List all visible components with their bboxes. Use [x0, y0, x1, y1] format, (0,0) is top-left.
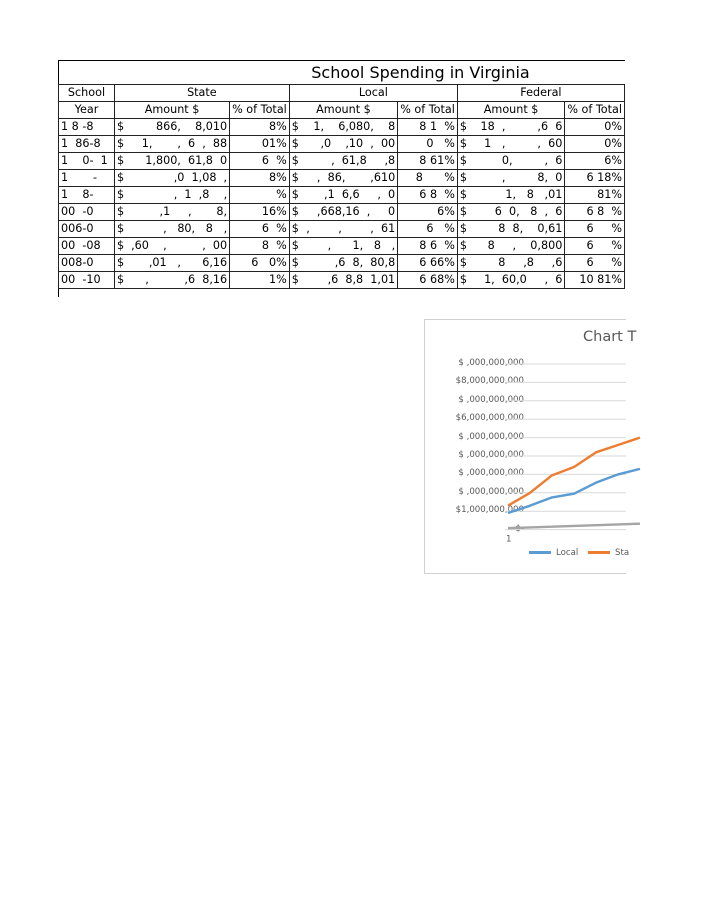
state-currency-cell[interactable]: $: [114, 221, 129, 238]
local-currency-cell[interactable]: $: [289, 272, 304, 289]
local-amount-cell[interactable]: ,0 ,10 , 00: [304, 136, 398, 153]
federal-currency-cell[interactable]: $: [457, 170, 472, 187]
year-cell[interactable]: 1 8-: [59, 187, 115, 204]
spreadsheet-area: [58, 60, 625, 297]
local-amount-cell[interactable]: ,6 8, 80,8: [304, 255, 398, 272]
sheet-title: School Spending in Virginia: [311, 63, 530, 82]
local-pct-cell[interactable]: 6 66%: [398, 255, 458, 272]
local-pct-cell[interactable]: 8 61%: [398, 153, 458, 170]
series-line-local: [508, 469, 640, 513]
federal-pct-cell[interactable]: 6 %: [565, 221, 625, 238]
local-amount-cell[interactable]: ,668,16 , 0: [304, 204, 398, 221]
federal-currency-cell[interactable]: $: [457, 136, 472, 153]
spending-table: [58, 84, 625, 289]
header-local-pct[interactable]: % of Total: [398, 102, 458, 119]
federal-amount-cell[interactable]: 6 0, 8 , 6: [472, 204, 565, 221]
state-pct-cell[interactable]: 16%: [230, 204, 290, 221]
legend-local-swatch: [529, 551, 551, 554]
header-federal-pct[interactable]: % of Total: [565, 102, 625, 119]
y-tick-label: $6,000,000,000: [455, 413, 524, 424]
local-pct-cell[interactable]: 0 %: [398, 136, 458, 153]
state-amount-cell[interactable]: , 1 ,8 ,: [129, 187, 230, 204]
state-amount-cell[interactable]: 1,800, 61,8 0: [129, 153, 230, 170]
legend-state-swatch: [588, 551, 610, 554]
state-currency-cell[interactable]: $: [114, 170, 129, 187]
state-amount-cell[interactable]: 1, , 6 , 88: [129, 136, 230, 153]
local-amount-cell[interactable]: 1, 6,080, 8: [304, 119, 398, 136]
state-currency-cell[interactable]: $: [114, 272, 129, 289]
local-pct-cell[interactable]: 8 6 %: [398, 238, 458, 255]
state-amount-cell[interactable]: , 80, 8 ,: [129, 221, 230, 238]
year-cell[interactable]: 1 8 -8: [59, 119, 115, 136]
local-amount-cell[interactable]: ,6 8,8 1,01: [304, 272, 398, 289]
x-tick-label: 1: [506, 534, 512, 545]
local-currency-cell[interactable]: $: [289, 221, 304, 238]
year-cell[interactable]: 00 -0: [59, 204, 115, 221]
header-local-amount[interactable]: Amount $: [289, 102, 397, 119]
year-cell[interactable]: 00 -08: [59, 238, 115, 255]
state-pct-cell[interactable]: 8%: [230, 170, 290, 187]
y-tick-label: $ ,000,000,000: [458, 468, 524, 479]
state-currency-cell[interactable]: $: [114, 119, 129, 136]
local-currency-cell[interactable]: $: [289, 204, 304, 221]
y-tick-label: $ ,000,000,000: [458, 450, 524, 460]
table-row: [59, 204, 625, 221]
federal-pct-cell[interactable]: 0%: [565, 119, 625, 136]
year-cell[interactable]: 006-0: [59, 221, 115, 238]
federal-amount-cell[interactable]: , 8, 0: [472, 170, 565, 187]
local-amount-cell[interactable]: , 1, 8 ,: [304, 238, 398, 255]
federal-currency-cell[interactable]: $: [457, 153, 472, 170]
local-amount-cell[interactable]: , 61,8 ,8: [304, 153, 398, 170]
state-currency-cell[interactable]: $: [114, 238, 129, 255]
federal-amount-cell[interactable]: 8 , 0,800: [472, 238, 565, 255]
year-cell[interactable]: 1 86-8: [59, 136, 115, 153]
federal-currency-cell[interactable]: $: [457, 255, 472, 272]
federal-currency-cell[interactable]: $: [457, 187, 472, 204]
state-pct-cell[interactable]: 01%: [230, 136, 290, 153]
table-row: [59, 119, 625, 136]
table-row: [59, 238, 625, 255]
federal-amount-cell[interactable]: 8 ,8 ,6: [472, 255, 565, 272]
table-row: [59, 136, 625, 153]
state-pct-cell[interactable]: %: [230, 187, 290, 204]
local-amount-cell[interactable]: , , , 61: [304, 221, 398, 238]
federal-amount-cell[interactable]: 1, 60,0 , 6: [472, 272, 565, 289]
header-year[interactable]: Year: [59, 102, 115, 119]
state-currency-cell[interactable]: $: [114, 136, 129, 153]
chart[interactable]: [424, 319, 637, 574]
federal-pct-cell[interactable]: 6 %: [565, 238, 625, 255]
legend-local: [529, 548, 578, 558]
state-amount-cell[interactable]: ,0 1,08 ,: [129, 170, 230, 187]
state-amount-cell[interactable]: ,1 , 8,: [129, 204, 230, 221]
state-currency-cell[interactable]: $: [114, 153, 129, 170]
group-header-row: [59, 85, 625, 102]
header-state-amount[interactable]: Amount $: [114, 102, 229, 119]
year-cell[interactable]: 1 -: [59, 170, 115, 187]
federal-pct-cell[interactable]: 6 %: [565, 255, 625, 272]
federal-amount-cell[interactable]: 1 , , 60: [472, 136, 565, 153]
state-currency-cell[interactable]: $: [114, 204, 129, 221]
federal-amount-cell[interactable]: 0, , 6: [472, 153, 565, 170]
year-cell[interactable]: 1 0- 1: [59, 153, 115, 170]
table-body: [59, 119, 625, 289]
state-amount-cell[interactable]: , ,6 8,16: [129, 272, 230, 289]
federal-amount-cell[interactable]: 1, 8 ,01: [472, 187, 565, 204]
table-row: [59, 272, 625, 289]
federal-pct-cell[interactable]: 6%: [565, 153, 625, 170]
state-pct-cell[interactable]: 6 0%: [230, 255, 290, 272]
local-pct-cell[interactable]: 6 68%: [398, 272, 458, 289]
chart-title: Chart T: [583, 329, 637, 345]
local-currency-cell[interactable]: $: [289, 136, 304, 153]
y-tick-label: $ ,000,000,000: [458, 431, 524, 442]
local-pct-cell[interactable]: 8 1 %: [398, 119, 458, 136]
state-amount-cell[interactable]: ,60 , , 00: [129, 238, 230, 255]
federal-pct-cell[interactable]: 10 81%: [565, 272, 625, 289]
y-tick-label: $1,000,000,000: [455, 505, 524, 516]
state-currency-cell[interactable]: $: [114, 187, 129, 204]
local-currency-cell[interactable]: $: [289, 187, 304, 204]
federal-currency-cell[interactable]: $: [457, 204, 472, 221]
federal-pct-cell[interactable]: 81%: [565, 187, 625, 204]
header-federal[interactable]: Federal: [457, 85, 624, 102]
federal-amount-cell[interactable]: 8 8, 0,61: [472, 221, 565, 238]
y-tick-label: $ ,000,000,000: [458, 394, 524, 405]
y-tick-label: $ ,000,000,000: [458, 358, 524, 368]
local-currency-cell[interactable]: $: [289, 238, 304, 255]
year-cell[interactable]: 00 -10: [59, 272, 115, 289]
federal-currency-cell[interactable]: $: [457, 272, 472, 289]
header-federal-amount[interactable]: Amount $: [457, 102, 564, 119]
table-row: [59, 170, 625, 187]
table-row: [59, 187, 625, 204]
federal-currency-cell[interactable]: $: [457, 119, 472, 136]
legend-local-label: Local: [556, 548, 579, 558]
federal-currency-cell[interactable]: $: [457, 221, 472, 238]
y-tick-label: $-: [515, 523, 524, 534]
y-tick-label: $8,000,000,000: [455, 376, 524, 387]
state-amount-cell[interactable]: ,01 , 6,16: [129, 255, 230, 272]
state-amount-cell[interactable]: 866, 8,010: [129, 119, 230, 136]
table-row: [59, 153, 625, 170]
legend-state-label: Sta: [615, 548, 630, 558]
series-line-state: [508, 438, 640, 506]
y-tick-label: $ ,000,000,000: [458, 486, 524, 497]
federal-pct-cell[interactable]: 6 18%: [565, 170, 625, 187]
local-amount-cell[interactable]: , 86, ,610: [304, 170, 398, 187]
header-state-pct[interactable]: % of Total: [230, 102, 290, 119]
federal-currency-cell[interactable]: $: [457, 238, 472, 255]
local-amount-cell[interactable]: ,1 6,6 , 0: [304, 187, 398, 204]
series-line-federal: [508, 524, 640, 528]
header-state[interactable]: State: [114, 85, 289, 102]
year-cell[interactable]: 008-0: [59, 255, 115, 272]
local-currency-cell[interactable]: $: [289, 119, 304, 136]
local-pct-cell[interactable]: 8 %: [398, 170, 458, 187]
header-local[interactable]: Local: [289, 85, 457, 102]
column-header-row: [59, 102, 625, 119]
state-currency-cell[interactable]: $: [114, 255, 129, 272]
local-pct-cell[interactable]: 6 %: [398, 221, 458, 238]
state-pct-cell[interactable]: 8 %: [230, 238, 290, 255]
chart-plot-area: [425, 320, 626, 573]
state-pct-cell[interactable]: 1%: [230, 272, 290, 289]
table-row: [59, 255, 625, 272]
local-currency-cell[interactable]: $: [289, 255, 304, 272]
legend-state: [588, 548, 629, 558]
federal-amount-cell[interactable]: 18 , ,6 6: [472, 119, 565, 136]
header-school[interactable]: School: [59, 85, 115, 102]
state-pct-cell[interactable]: 6 %: [230, 153, 290, 170]
state-pct-cell[interactable]: 6 %: [230, 221, 290, 238]
federal-pct-cell[interactable]: 0%: [565, 136, 625, 153]
local-currency-cell[interactable]: $: [289, 170, 304, 187]
state-pct-cell[interactable]: 8%: [230, 119, 290, 136]
federal-pct-cell[interactable]: 6 8 %: [565, 204, 625, 221]
table-row: [59, 221, 625, 238]
local-pct-cell[interactable]: 6 8 %: [398, 187, 458, 204]
local-pct-cell[interactable]: 6%: [398, 204, 458, 221]
sheet-top-border: [58, 60, 625, 61]
local-currency-cell[interactable]: $: [289, 153, 304, 170]
